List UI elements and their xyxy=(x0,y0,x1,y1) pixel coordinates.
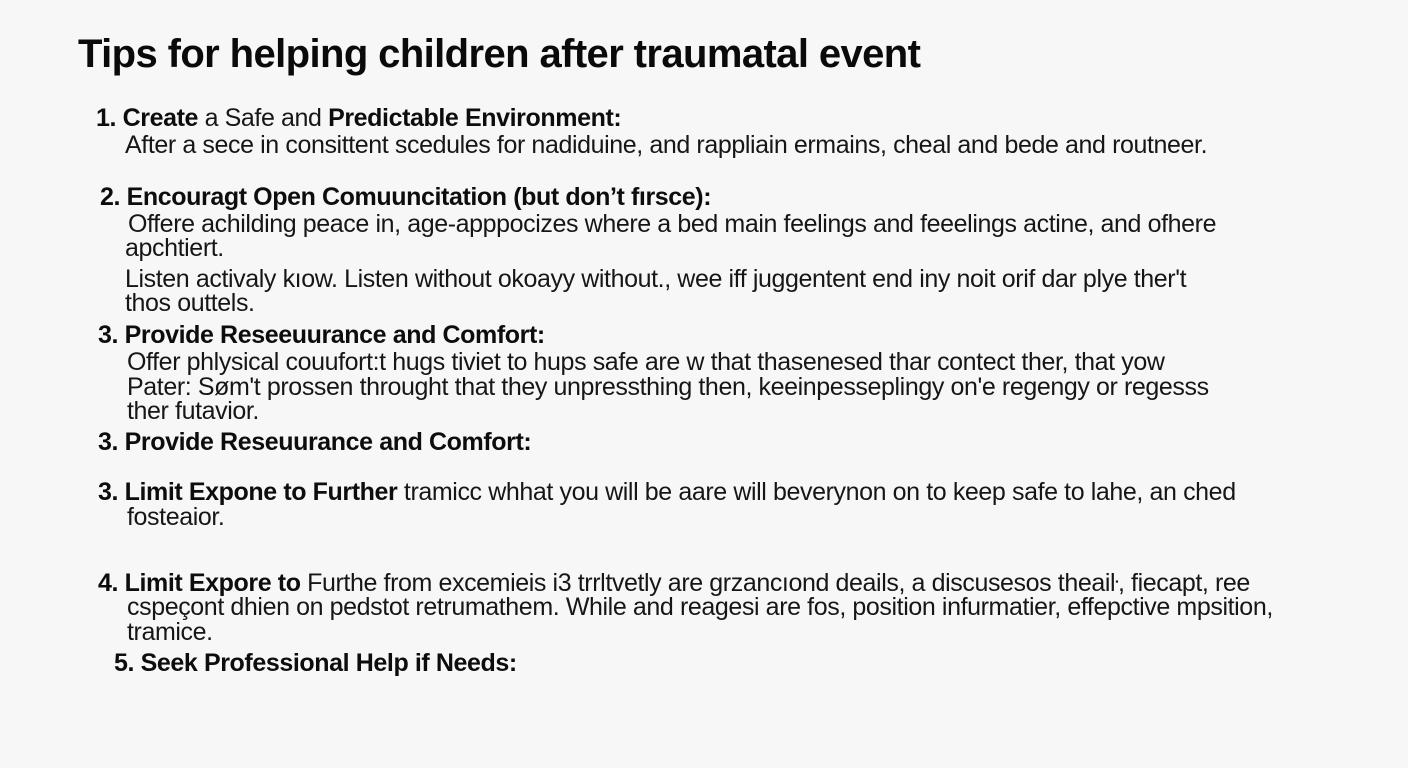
heading-bold: Limit Expore to xyxy=(124,569,301,597)
section-3-body-line: ther futavior. xyxy=(127,397,259,425)
section-number: 5. xyxy=(114,649,135,677)
section-2-body-line: Offere achilding peace in, age-apppocizes where a bed main feelings and feeelings actine, and ofhere xyxy=(128,210,1217,238)
section-3b-heading xyxy=(98,429,531,456)
heading-text: Encouragt Open Comuuncitation (but don’t fırsce): xyxy=(126,183,712,211)
section-4-body-line: tramice. xyxy=(127,618,213,646)
section-2-body-line: Listen activaly kıow. Listen without okoayy without., wee iff juggentent end iny noit orif dar plye ther't xyxy=(125,265,1187,293)
heading-text: Provide Reseeuurance and Comfort: xyxy=(124,321,545,349)
section-2-heading xyxy=(100,184,711,211)
section-3c-heading xyxy=(98,479,1236,506)
section-1-body-line: After a sece in consittent scedules for nadiduine, and rappliain ermains, cheal and bede and routneer. xyxy=(125,131,1208,159)
heading-bold: Limit Expone to Further xyxy=(124,478,398,506)
section-2-body-line: apchtiert. xyxy=(125,234,224,262)
heading-text: Provide Reseuurance and Comfort: xyxy=(124,428,532,456)
section-3-body-line: Offer phlysical couufort:t hugs tiviet to hups safe are w that thasenesed thar contect ther, that yow xyxy=(127,348,1165,376)
section-2-body-line: thos outtels. xyxy=(125,289,255,317)
section-5-heading xyxy=(114,650,517,677)
section-number: 3. xyxy=(98,478,119,506)
heading-part: Predictable Environment: xyxy=(328,104,622,132)
section-number: 2. xyxy=(100,183,121,211)
heading-text: Seek Professional Help if Needs: xyxy=(140,649,517,677)
heading-part: Create xyxy=(122,104,199,132)
section-3-heading xyxy=(98,322,545,349)
heading-rest: Furthe from excemieis i3 trrltvetly are grzancıond deails, a discusesos theaiŀ, fiecapt, ree xyxy=(300,569,1250,597)
section-number: 1. xyxy=(96,104,117,132)
page-title: Tips for helping children after traumatal event xyxy=(78,32,921,76)
section-number: 4. xyxy=(98,569,119,597)
heading-part: a Safe and xyxy=(198,104,329,132)
heading-rest: tramicc whhat you will be aare will beverynon on to keep safe to lahe, an ched xyxy=(397,478,1236,506)
section-4-body-line: cspeçont dhien on pedstot retrumathem. While and reagesi are fos, position infurmatier, effepctive mpsition, xyxy=(127,593,1273,621)
section-number: 3. xyxy=(98,321,119,349)
section-3-body-line: Pater: Søm't prossen throught that they unpressthing then, keeinpesseplingy on'e regengy or regesss xyxy=(127,373,1209,401)
section-number: 3. xyxy=(98,428,119,456)
section-1-heading xyxy=(96,105,621,132)
section-3c-body-line: fosteaior. xyxy=(127,503,225,531)
